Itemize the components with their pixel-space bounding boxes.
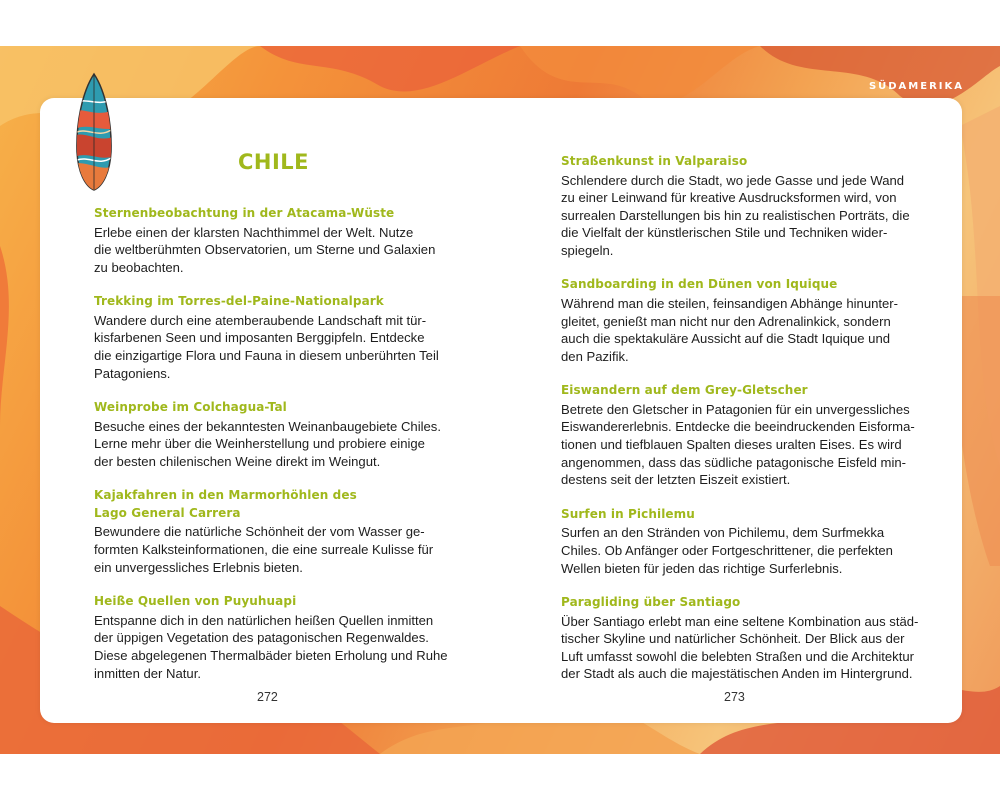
activity-description: Betrete den Gletscher in Patagonien für ein unvergessliches Eiswandererlebnis. Entdecke die beeindruckenden Eisforma- tionen und tiefblauen Spalten dieses uralten Eises. Es wird angenommen, dass das südliche patagonische Eisfeld min- destens seit der letzten Eiszeit existiert. (561, 401, 915, 488)
activity-description: Surfen an den Stränden von Pichilemu, dem Surfmekka Chiles. Ob Anfänger oder Fortgeschrittener, die perfekten Wellen bieten für jeden das richtige Surferlebnis. (561, 525, 893, 576)
activity-description: Bewundere die natürliche Schönheit der vom Wasser ge- formten Kalksteinformationen, die eine surreale Kulisse für ein unvergessliches Erlebnis bieten. (94, 524, 434, 575)
activity-section (94, 487, 442, 576)
activity-description: Wandere durch eine atemberaubende Landschaft mit tür- kisfarbenen Seen und imposanten Berggipfeln. Entdecke die einzigartige Flora und Fauna in diesem unberührten Teil Patagoniens. (94, 312, 439, 381)
activity-heading: Weinprobe im Colchagua-Tal (94, 400, 287, 415)
activity-section (561, 382, 915, 488)
left-column (94, 205, 448, 699)
activity-section (561, 276, 909, 365)
region-label: SÜDAMERIKA (868, 81, 964, 92)
page-number-right: 273 (724, 690, 745, 704)
activity-heading: Sandboarding in den Dünen von Iquique (561, 277, 838, 292)
activity-heading: Surfen in Pichilemu (561, 506, 695, 521)
activity-section (94, 205, 442, 276)
activity-description: Erlebe einen der klarsten Nachthimmel der Welt. Nutze die weltberühmten Observatorien, um Sterne und Galaxien zu beobachten. (94, 224, 436, 275)
activity-section (94, 399, 442, 470)
activity-description: Entspanne dich in den natürlichen heißen Quellen inmitten der üppigen Vegetation des patagonischen Regenwaldes. Diese abgelegenen Thermalbäder bieten Erholung und Ruhe inmitten der Natur. (94, 612, 448, 681)
page-number-left: 272 (257, 690, 278, 704)
activity-heading: Eiswandern auf dem Grey-Gletscher (561, 383, 808, 398)
right-column (561, 153, 919, 700)
activity-heading: Heiße Quellen von Puyuhuapi (94, 594, 297, 609)
page-title: CHILE (238, 150, 310, 174)
activity-section (561, 153, 909, 259)
activity-description: Während man die steilen, feinsandigen Abhänge hinunter- gleitet, genießt man nicht nur den Adrenalinkick, sondern auch die spektakuläre Aussicht auf die Stadt Iquique und den Pazifik. (561, 295, 899, 364)
activity-heading: Straßenkunst in Valparaiso (561, 154, 748, 168)
activity-description: Schlendere durch die Stadt, wo jede Gasse und jede Wand zu einer Leinwand für kreative Ausdrucksformen wird, von surrealen Darstellungen bis hin zu realistischen Porträts, die die Vielfalt der künstlerischen Stile und Techniken wider- spiegeln. (561, 172, 910, 258)
activity-description: Besuche eines der bekanntesten Weinanbaugebiete Chiles. Lerne mehr über die Weinherstellung und probiere einige der besten chilenischen Weine direkt im Weingut. (94, 418, 441, 469)
activity-heading: Sternenbeobachtung in der Atacama-Wüste (94, 206, 395, 220)
activity-section (561, 594, 919, 683)
activity-heading: Kajakfahren in den Marmorhöhlen des Lago General Carrera (94, 488, 357, 520)
activity-heading: Trekking im Torres-del-Paine-Nationalpark (94, 294, 384, 309)
activity-description: Über Santiago erlebt man eine seltene Kombination aus städ- tischer Skyline und natürlicher Schönheit. Der Blick aus der Luft umfasst sowohl die belebten Straßen und die Architektur der Stadt als auch die majestätischen Anden im Hintergrund. (561, 613, 919, 682)
activity-section (94, 593, 448, 682)
activity-heading: Paragliding über Santiago (561, 595, 741, 610)
activity-section (94, 293, 442, 382)
activity-section (561, 506, 909, 577)
surfboard-icon (73, 72, 115, 192)
